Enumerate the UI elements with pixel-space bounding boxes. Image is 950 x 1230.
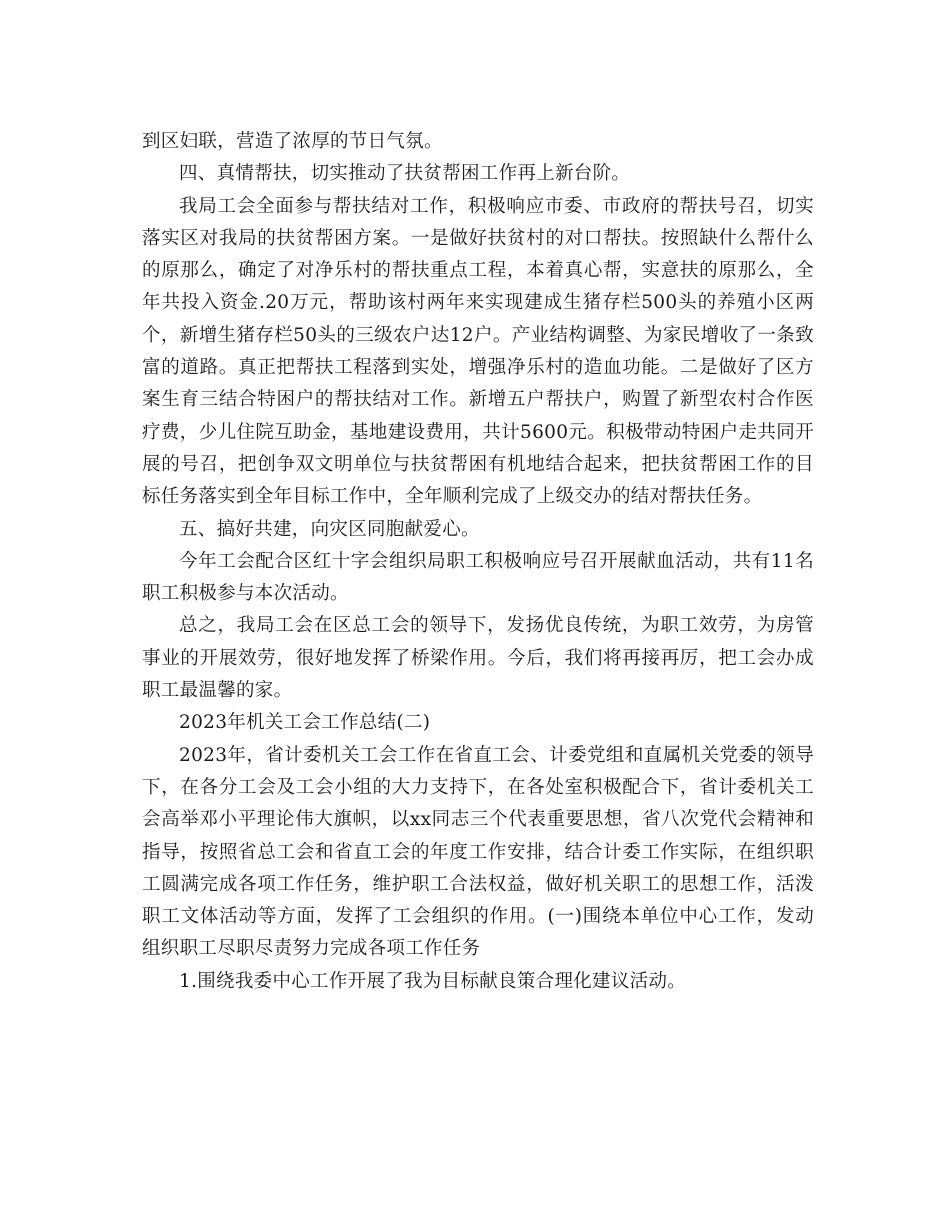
- paragraph-poverty-aid: 我局工会全面参与帮扶结对工作，积极响应市委、市政府的帮扶号召，切实落实区对我局的扶贫帮困方案。一是做好扶贫村的对口帮扶。按照缺什么帮什么的原那么，确定了对净乐村的帮扶重点工程，本着真心帮，实意扶的原那么，全年共投入资金.20万元，帮助该村两年来实现建成生猪存栏500头的养殖小区两个，新增生猪存栏50头的三级农户达12户。产业结构调整、为家民增收了一条致富的道路。真正把帮扶工程落到实处，增强净乐村的造血功能。二是做好了区方案生育三结合特困户的帮扶结对工作。新增五户帮扶户，购置了新型农村合作医疗费，少儿住院互助金，基地建设费用，共计5600元。积极带动特困户走共同开展的号召，把创争双文明单位与扶贫帮困有机地结合起来，把扶贫帮困工作的目标任务落实到全年目标工作中，全年顺利完成了上级交办的结对帮扶任务。: [142, 195, 814, 508]
- paragraph-blood-donation: 今年工会配合区红十字会组织局职工积极响应号召开展献血活动，共有11名职工积极参与本次活动。: [142, 550, 814, 605]
- section-title-2023-summary-2: 2023年机关工会工作总结(二): [179, 712, 431, 734]
- section-heading-4: 四、真情帮扶，切实推动了扶贫帮困工作再上新台阶。: [179, 163, 631, 185]
- paragraph-item-1: 1.围绕我委中心工作开展了我为目标献良策合理化建议活动。: [179, 970, 687, 992]
- paragraph-1: 到区妇联，营造了浓厚的节日气氛。: [142, 131, 443, 152]
- section-heading-5: 五、搞好共建，向灾区同胞献爱心。: [179, 518, 480, 540]
- paragraph-summary: 总之，我局工会在区总工会的领导下，发扬优良传统，为职工效劳，为房管事业的开展效劳，很好地发挥了桥梁作用。今后，我们将再接再厉，把工会办成职工最温馨的家。: [142, 615, 814, 702]
- paragraph-2023-overview: 2023年，省计委机关工会工作在省直工会、计委党组和直属机关党委的领导下，在各分工会及工会小组的大力支持下，在各处室积极配合下，省计委机关工会高举邓小平理论伟大旗帜，以xx同志三个代表重要思想，省八次党代会精神和指导，按照省总工会和省直工会的年度工作安排，结合计委工作实际，在组织职工圆满完成各项工作任务，维护职工合法权益，做好机关职工的思想工作，活泼职工文体活动等方面，发挥了工会组织的作用。(一)围绕本单位中心工作，发动组织职工尽职尽责努力完成各项工作任务: [142, 744, 814, 960]
- document-body: [142, 126, 814, 998]
